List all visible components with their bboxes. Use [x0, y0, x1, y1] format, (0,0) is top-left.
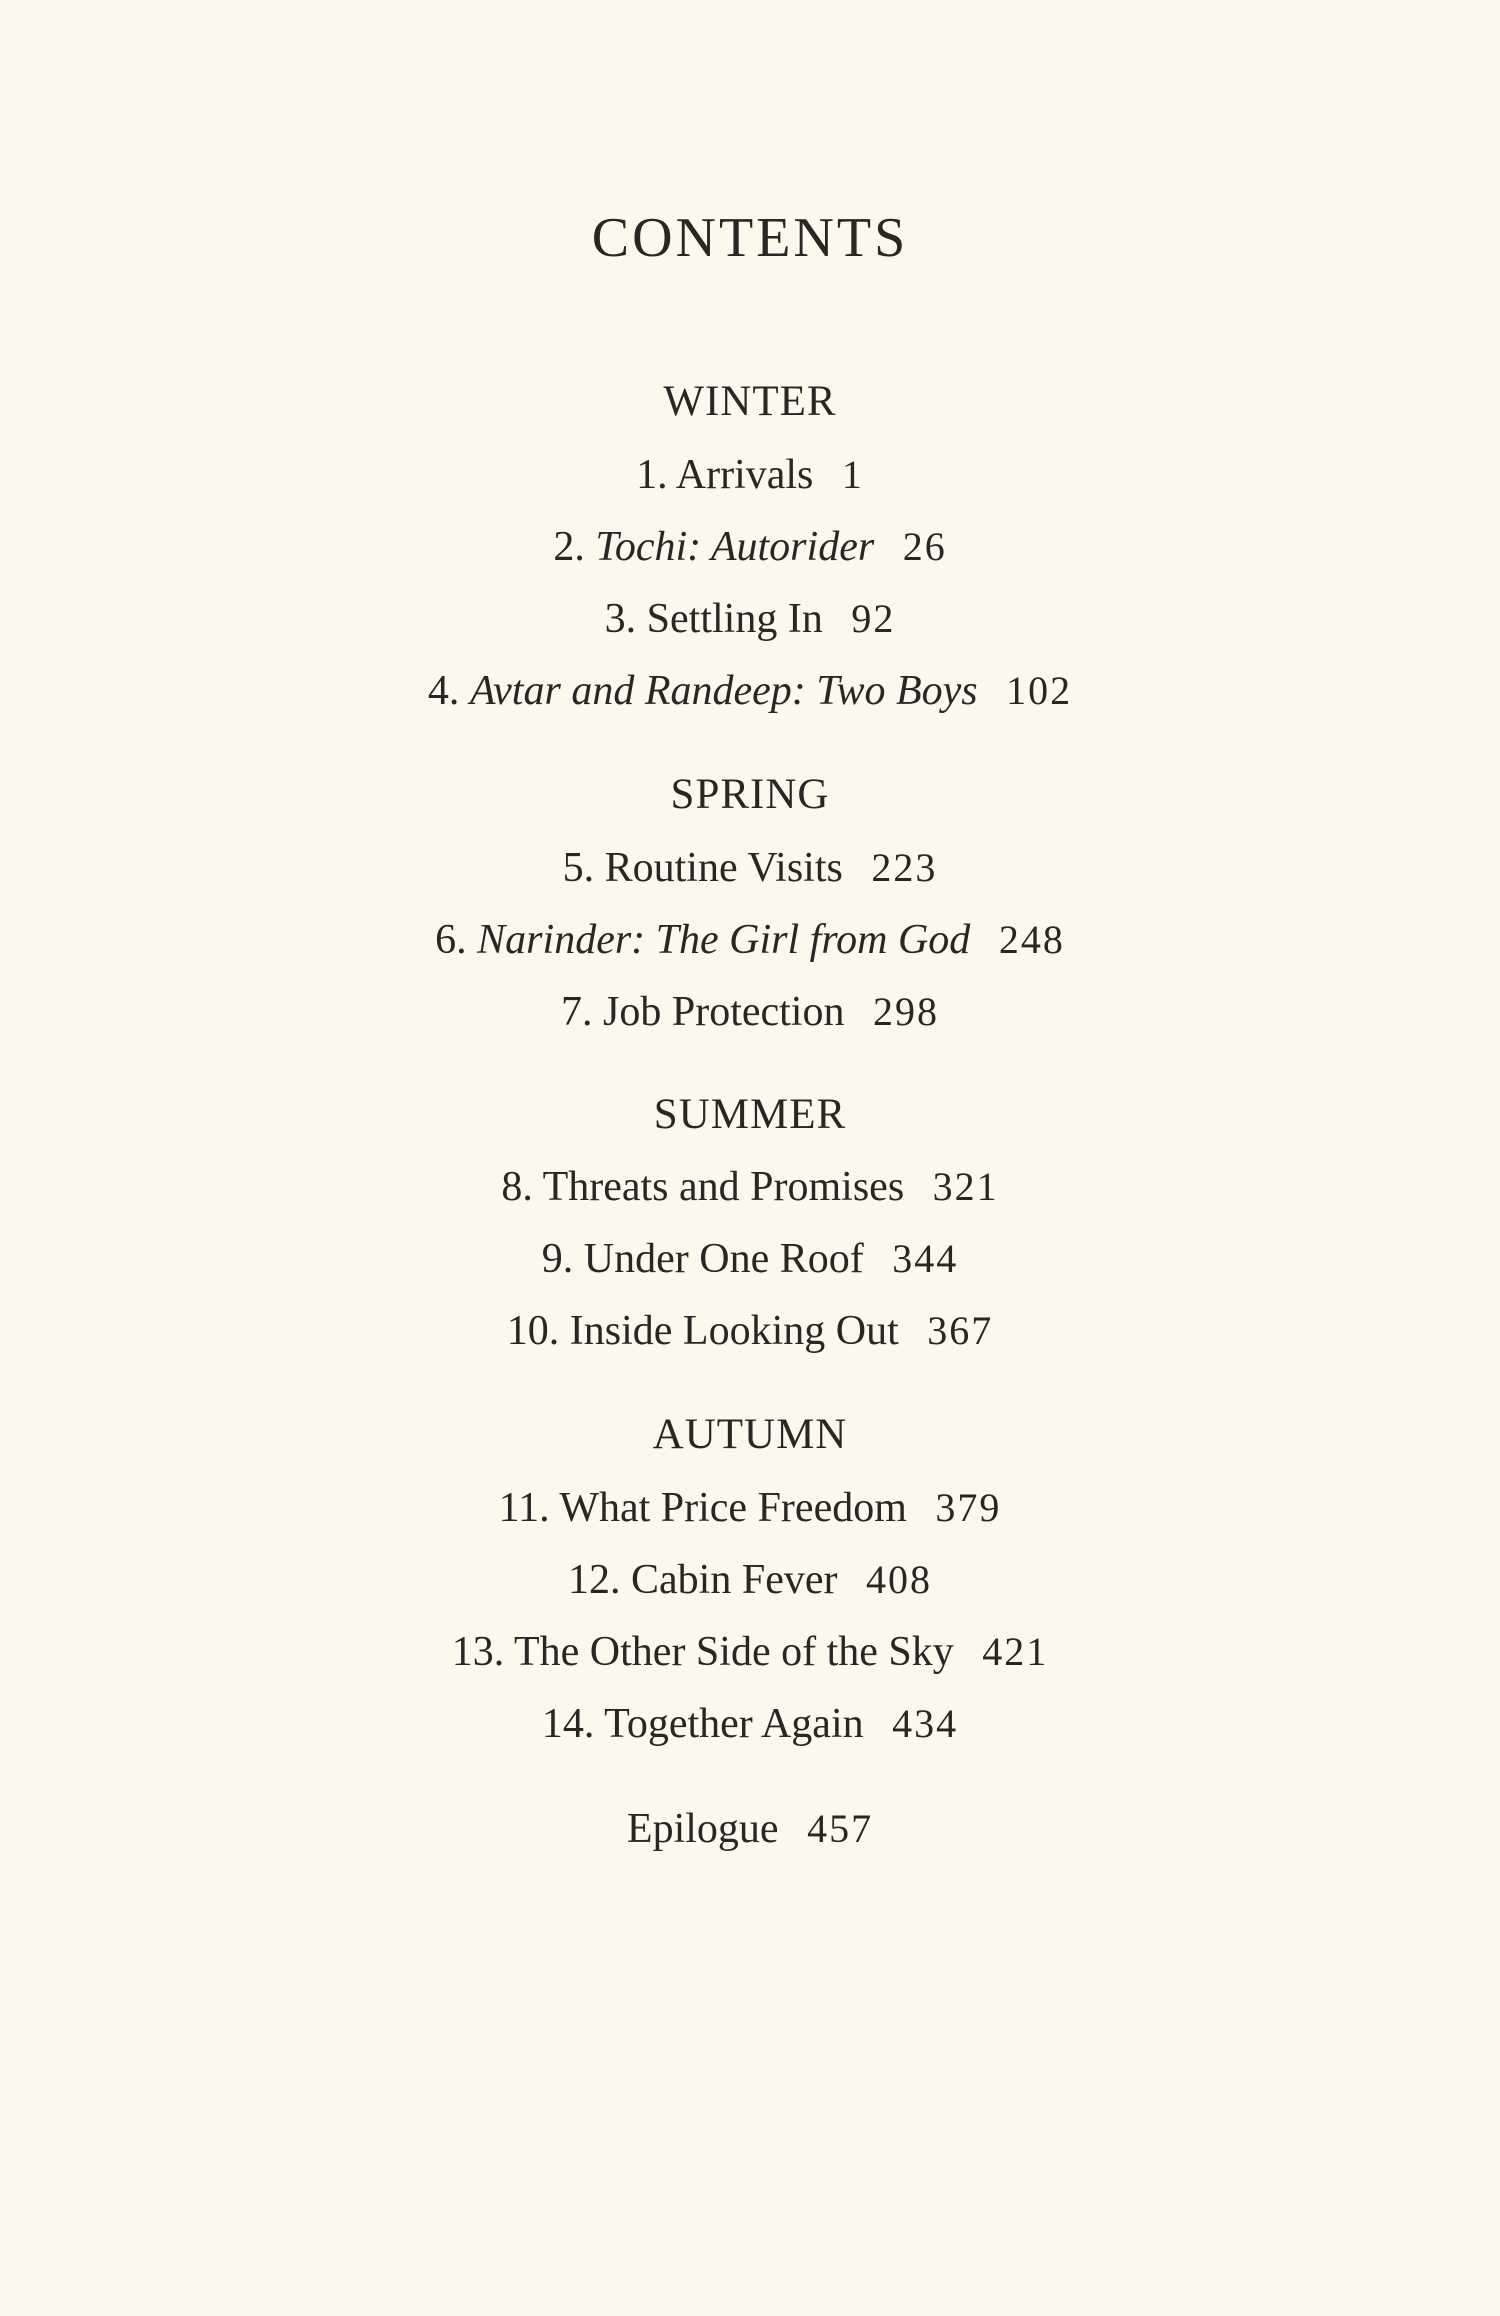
- chapter-number: 10.: [506, 1308, 560, 1354]
- toc-entry[interactable]: [0, 843, 1500, 893]
- chapter-title: Cabin Fever: [631, 1557, 838, 1603]
- chapter-title: Together Again: [604, 1701, 864, 1747]
- page-number: 92: [851, 596, 896, 641]
- chapter-title: The Other Side of the Sky: [514, 1629, 954, 1675]
- page-number: 248: [998, 917, 1065, 962]
- chapter-number: 8.: [501, 1164, 533, 1210]
- chapter-number: 1.: [636, 452, 668, 498]
- chapter-number: 6.: [435, 917, 467, 963]
- toc-entry[interactable]: [0, 1627, 1500, 1677]
- chapter-number: 2.: [553, 524, 585, 570]
- chapter-title: Arrivals: [675, 452, 814, 498]
- chapter-number: 7.: [561, 989, 593, 1035]
- page-number: 344: [892, 1236, 959, 1281]
- page-number: 421: [982, 1629, 1049, 1674]
- toc-entry[interactable]: [0, 594, 1500, 644]
- season-heading-spring: SPRING: [670, 771, 830, 818]
- toc-entry[interactable]: [0, 1555, 1500, 1605]
- season-heading-summer: SUMMER: [653, 1091, 847, 1138]
- chapter-number: 4.: [427, 668, 460, 714]
- chapter-number: 13.: [451, 1629, 505, 1675]
- toc-entry[interactable]: [0, 915, 1500, 965]
- chapter-title: Threats and Promises: [542, 1164, 905, 1210]
- page-number: 408: [865, 1557, 932, 1602]
- chapter-title: Under One Roof: [583, 1236, 864, 1282]
- page-number: 379: [935, 1485, 1002, 1530]
- page-number: 1: [841, 452, 864, 497]
- chapter-number: 5.: [562, 845, 595, 891]
- chapter-title: Routine Visits: [604, 845, 843, 891]
- toc-entry[interactable]: [0, 1162, 1500, 1212]
- page-number: 457: [807, 1806, 874, 1851]
- page-title: CONTENTS: [591, 207, 909, 269]
- season-heading-autumn: AUTUMN: [652, 1411, 848, 1458]
- chapter-number: 3.: [604, 596, 637, 642]
- chapter-title: Job Protection: [603, 989, 845, 1035]
- toc-entry[interactable]: [0, 1483, 1500, 1533]
- page-number: 367: [927, 1308, 994, 1353]
- page-number: 223: [871, 845, 938, 890]
- chapter-number: 9.: [541, 1236, 574, 1282]
- toc-entry[interactable]: [0, 666, 1500, 716]
- page-number: 298: [872, 989, 939, 1034]
- page-number: 102: [1006, 668, 1073, 713]
- page-number: 321: [932, 1164, 999, 1209]
- chapter-title: Avtar and Randeep: Two Boys: [469, 668, 978, 714]
- chapter-number: 11.: [498, 1485, 550, 1531]
- page-number: 26: [902, 524, 947, 569]
- toc-entry[interactable]: [0, 987, 1500, 1037]
- chapter-title: Settling In: [646, 596, 823, 642]
- toc-entry[interactable]: [0, 1699, 1500, 1749]
- epilogue-title: Epilogue: [626, 1806, 779, 1852]
- toc-entry-epilogue[interactable]: [0, 1804, 1500, 1854]
- chapter-number: 12.: [568, 1557, 621, 1603]
- chapter-title: Tochi: Autorider: [595, 524, 875, 570]
- chapter-title: Inside Looking Out: [569, 1308, 899, 1354]
- chapter-title: Narinder: The Girl from God: [477, 917, 971, 963]
- chapter-title: What Price Freedom: [559, 1485, 907, 1531]
- toc-entry[interactable]: [0, 1306, 1500, 1356]
- toc-entry[interactable]: [0, 522, 1500, 572]
- page-number: 434: [892, 1701, 959, 1746]
- toc-entry[interactable]: [0, 450, 1500, 500]
- season-heading-winter: WINTER: [663, 378, 837, 425]
- chapter-number: 14.: [541, 1701, 595, 1747]
- toc-entry[interactable]: [0, 1234, 1500, 1284]
